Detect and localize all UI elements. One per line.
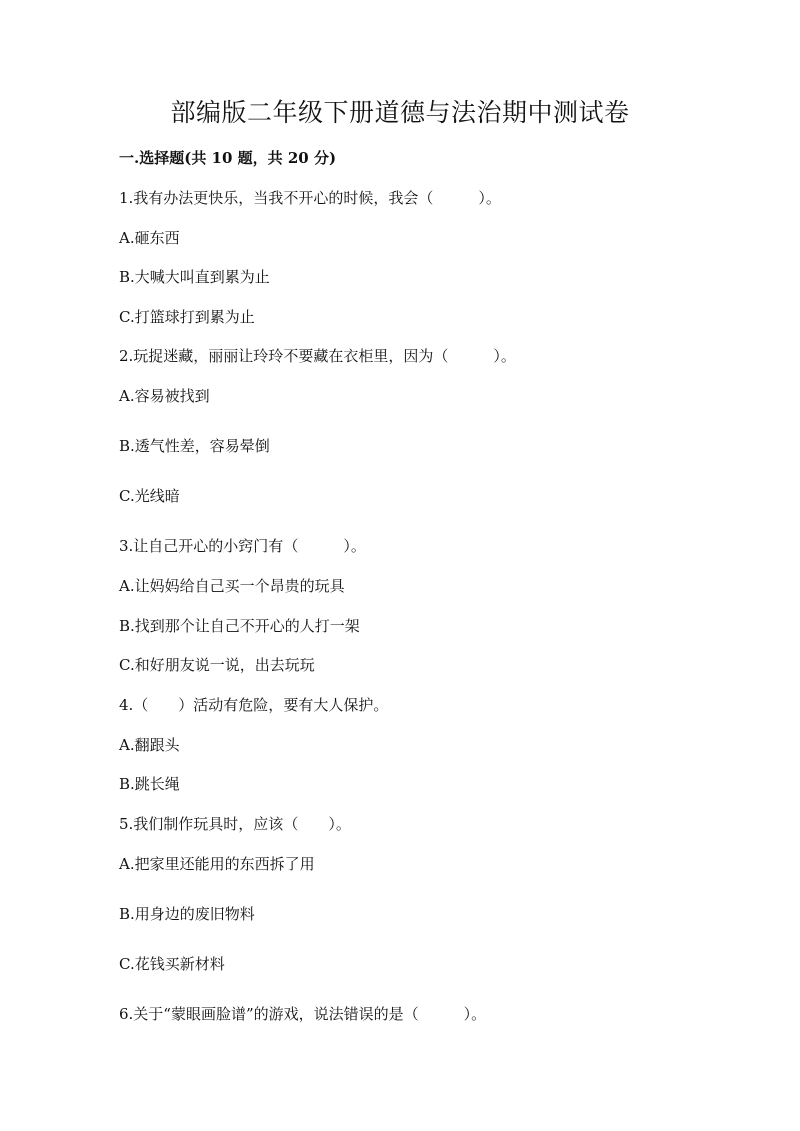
question-2-stem: 2.玩捉迷藏，丽丽让玲玲不要藏在衣柜里，因为（ ）。 [119, 347, 516, 365]
question-5-option-a: A.把家里还能用的东西拆了用 [119, 855, 315, 873]
question-1-option-c: C.打篮球打到累为止 [119, 308, 255, 326]
question-1-option-b: B.大喊大叫直到累为止 [119, 268, 270, 286]
question-1-option-a: A.砸东西 [119, 229, 180, 247]
question-4-stem: 4.（ ）活动有危险，要有大人保护。 [119, 696, 389, 714]
question-5-stem: 5.我们制作玩具时，应该（ ）。 [119, 815, 351, 833]
question-2-option-a: A.容易被找到 [119, 387, 210, 405]
section-heading: 一.选择题(共 10 题，共 20 分) [119, 149, 337, 167]
question-4-option-a: A.翻跟头 [119, 736, 180, 754]
question-5-option-c: C.花钱买新材料 [119, 955, 225, 973]
question-1-stem: 1.我有办法更快乐，当我不开心的时候，我会（ ）。 [119, 189, 501, 207]
question-2-option-c: C.光线暗 [119, 487, 180, 505]
question-5-option-b: B.用身边的废旧物料 [119, 905, 255, 923]
question-3-option-b: B.找到那个让自己不开心的人打一架 [119, 617, 360, 635]
question-3-stem: 3.让自己开心的小窍门有（ ）。 [119, 537, 366, 555]
question-4-option-b: B.跳长绳 [119, 775, 180, 793]
question-3-option-a: A.让妈妈给自己买一个昂贵的玩具 [119, 577, 345, 595]
question-2-option-b: B.透气性差，容易晕倒 [119, 437, 270, 455]
question-6-stem: 6.关于“蒙眼画脸谱”的游戏，说法错误的是（ ）。 [119, 1005, 487, 1023]
question-3-option-c: C.和好朋友说一说，出去玩玩 [119, 656, 315, 674]
page-title: 部编版二年级下册道德与法治期中测试卷 [170, 98, 630, 127]
